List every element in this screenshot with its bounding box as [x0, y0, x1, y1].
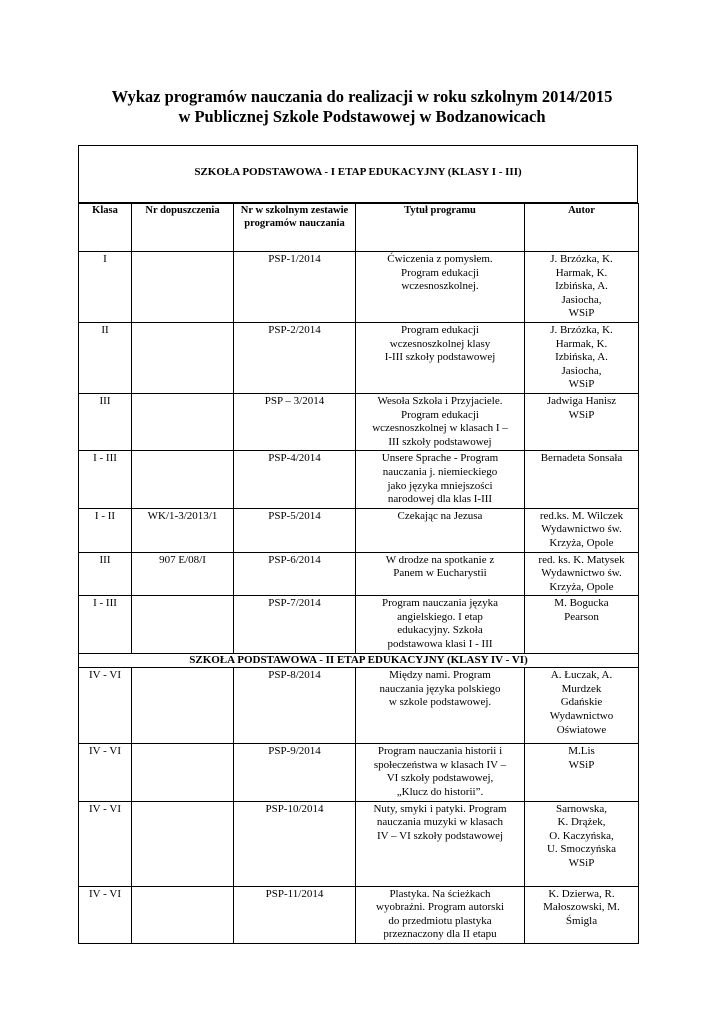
- cell-tytul: Program nauczania języka angielskiego. I etap edukacyjny. Szkoła podstawowa klasi I - III: [356, 596, 525, 653]
- table-row: [79, 323, 639, 394]
- cell-tytul: Program edukacji wczesnoszkolnej klasy I-III szkoły podstawowej: [356, 323, 525, 394]
- cell-autor: Jadwiga Hanisz WSiP: [525, 393, 639, 450]
- header-nr-dopuszczenia: Nr dopuszczenia: [132, 204, 234, 252]
- cell-autor: K. Dzierwa, R. Małoszowski, M. Śmigla: [525, 886, 639, 943]
- cell-nr-dopuszczenia: [132, 668, 234, 744]
- cell-nr-dopuszczenia: [132, 451, 234, 508]
- header-autor: Autor: [525, 204, 639, 252]
- cell-tytul: Czekając na Jezusa: [356, 508, 525, 552]
- cell-autor: A. Łuczak, A. Murdzek Gdańskie Wydawnictwo Oświatowe: [525, 668, 639, 744]
- cell-klasa: III: [79, 393, 132, 450]
- page-title: [0, 87, 724, 127]
- section-2-row: [79, 653, 639, 668]
- cell-klasa: IV - VI: [79, 744, 132, 801]
- table-row: [79, 744, 639, 801]
- cell-nr-szkolny: PSP – 3/2014: [234, 393, 356, 450]
- table-row: [79, 508, 639, 552]
- cell-nr-szkolny: PSP-5/2014: [234, 508, 356, 552]
- cell-nr-dopuszczenia: [132, 801, 234, 886]
- cell-nr-szkolny: PSP-9/2014: [234, 744, 356, 801]
- cell-autor: Sarnowska, K. Drążek, O. Kaczyńska, U. Smoczyńska WSiP: [525, 801, 639, 886]
- table-row: [79, 801, 639, 886]
- section-1-heading: SZKOŁA PODSTAWOWA - I ETAP EDUKACYJNY (KLASY I - III): [194, 166, 522, 178]
- cell-nr-dopuszczenia: [132, 596, 234, 653]
- cell-nr-szkolny: PSP-2/2014: [234, 323, 356, 394]
- cell-autor: Bernadeta Sonsała: [525, 451, 639, 508]
- cell-klasa: I - II: [79, 508, 132, 552]
- cell-nr-szkolny: PSP-4/2014: [234, 451, 356, 508]
- cell-klasa: I - III: [79, 596, 132, 653]
- cell-tytul: Ćwiczenia z pomysłem. Program edukacji wczesnoszkolnej.: [356, 252, 525, 323]
- table-row: [79, 451, 639, 508]
- cell-nr-szkolny: PSP-6/2014: [234, 552, 356, 596]
- cell-tytul: Nuty, smyki i patyki. Program nauczania muzyki w klasach IV – VI szkoły podstawowej: [356, 801, 525, 886]
- cell-nr-dopuszczenia: [132, 393, 234, 450]
- cell-nr-dopuszczenia: [132, 323, 234, 394]
- cell-klasa: II: [79, 323, 132, 394]
- header-tytul: Tytuł programu: [356, 204, 525, 252]
- cell-autor: red. ks. K. Matysek Wydawnictwo św. Krzyża, Opole: [525, 552, 639, 596]
- cell-nr-dopuszczenia: [132, 744, 234, 801]
- section-2-heading: SZKOŁA PODSTAWOWA - II ETAP EDUKACYJNY (KLASY IV - VI): [79, 653, 639, 668]
- cell-nr-dopuszczenia: [132, 252, 234, 323]
- title-line-2: w Publicznej Szkole Podstawowej w Bodzanowicach: [178, 107, 546, 126]
- header-nr-szkolny: Nr w szkolnym zestawie programów nauczania: [234, 204, 356, 252]
- cell-tytul: Między nami. Program nauczania języka polskiego w szkole podstawowej.: [356, 668, 525, 744]
- section-header-box: [78, 145, 638, 203]
- cell-nr-szkolny: PSP-10/2014: [234, 801, 356, 886]
- cell-tytul: W drodze na spotkanie z Panem w Eucharystii: [356, 552, 525, 596]
- table-row: [79, 668, 639, 744]
- cell-tytul: Program nauczania historii i społeczeństwa w klasach IV – VI szkoły podstawowej, „Klucz do historii”.: [356, 744, 525, 801]
- table-row: [79, 552, 639, 596]
- cell-nr-szkolny: PSP-1/2014: [234, 252, 356, 323]
- cell-klasa: I: [79, 252, 132, 323]
- table-row: [79, 596, 639, 653]
- table-header-row: [79, 204, 639, 252]
- cell-autor: red.ks. M. Wilczek Wydawnictwo św. Krzyża, Opole: [525, 508, 639, 552]
- title-line-1: Wykaz programów nauczania do realizacji w roku szkolnym 2014/2015: [111, 87, 613, 106]
- cell-klasa: III: [79, 552, 132, 596]
- cell-klasa: IV - VI: [79, 668, 132, 744]
- table-row: [79, 886, 639, 943]
- cell-klasa: I - III: [79, 451, 132, 508]
- header-klasa: Klasa: [79, 204, 132, 252]
- cell-tytul: Plastyka. Na ścieżkach wyobraźni. Program autorski do przedmiotu plastyka przeznaczony dla II etapu: [356, 886, 525, 943]
- cell-tytul: Wesoła Szkoła i Przyjaciele. Program edukacji wczesnoszkolnej w klasach I – III szkoły podstawowej: [356, 393, 525, 450]
- table-row: [79, 393, 639, 450]
- cell-nr-szkolny: PSP-7/2014: [234, 596, 356, 653]
- cell-autor: M. Bogucka Pearson: [525, 596, 639, 653]
- cell-klasa: IV - VI: [79, 886, 132, 943]
- cell-autor: J. Brzózka, K. Harmak, K. Izbińska, A. Jasiocha, WSiP: [525, 252, 639, 323]
- cell-autor: M.Lis WSiP: [525, 744, 639, 801]
- programs-table: [78, 203, 639, 944]
- cell-klasa: IV - VI: [79, 801, 132, 886]
- cell-tytul: Unsere Sprache - Program nauczania j. niemieckiego jako języka mniejszości narodowej dla klas I-III: [356, 451, 525, 508]
- cell-nr-dopuszczenia: WK/1-3/2013/1: [132, 508, 234, 552]
- cell-nr-dopuszczenia: 907 E/08/I: [132, 552, 234, 596]
- cell-nr-dopuszczenia: [132, 886, 234, 943]
- cell-autor: J. Brzózka, K. Harmak, K. Izbińska, A. Jasiocha, WSiP: [525, 323, 639, 394]
- cell-nr-szkolny: PSP-8/2014: [234, 668, 356, 744]
- cell-nr-szkolny: PSP-11/2014: [234, 886, 356, 943]
- table-row: [79, 252, 639, 323]
